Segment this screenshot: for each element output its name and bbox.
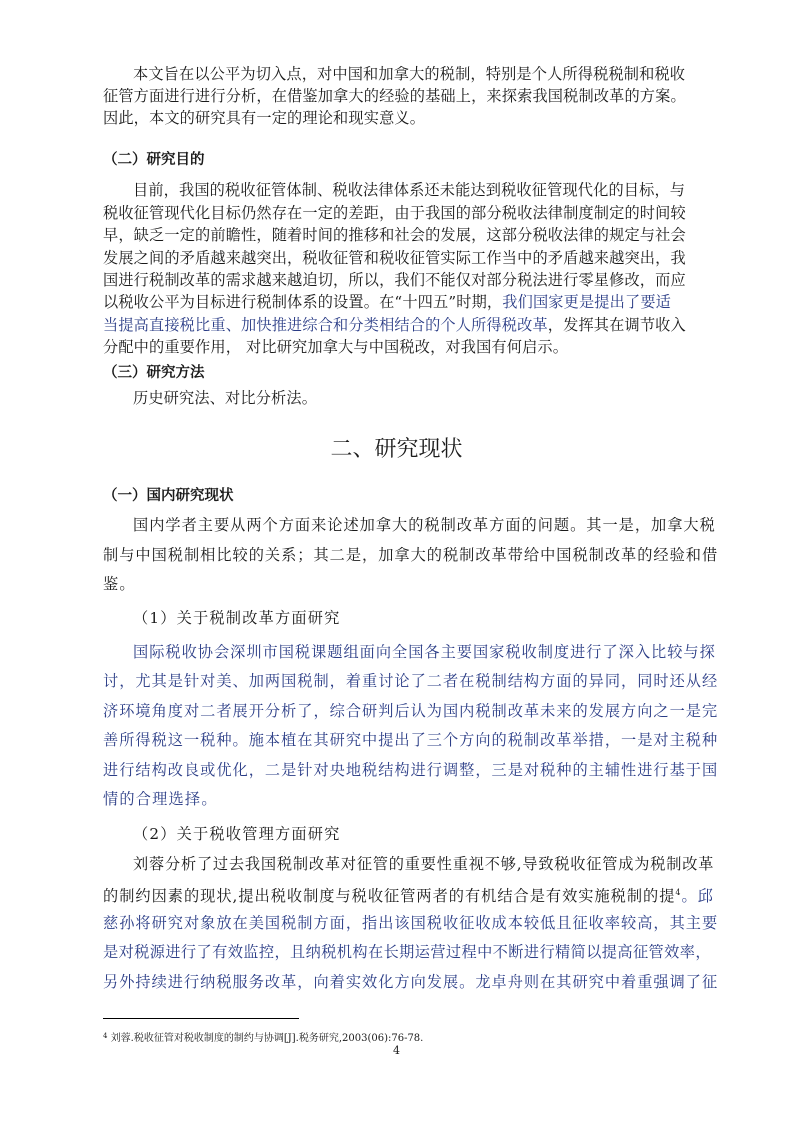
para5-highlight: 。邱 — [681, 887, 714, 905]
subheading-tax-reform: （1）关于税制改革方面研究 — [133, 609, 341, 627]
footnote-separator — [103, 1018, 299, 1019]
para4-line: 善所得税这一税种。施本植在其研究中提出了三个方向的税制改革举措，一是对主税种 — [103, 731, 719, 749]
para2-line: 税收征管现代化目标仍然存在一定的差距，由于我国的部分税收法律制度制定的时间较 — [103, 204, 686, 222]
para4-line: 国际税收协会深圳市国税课题组面向全国各主要国家税收制度进行了深入比较与探 — [133, 643, 716, 661]
para4-line: 情的合理选择。 — [103, 790, 218, 808]
para2-line: 国进行税制改革的需求越来越迫切，所以，我们不能仅对部分税法进行零星修改，而应 — [103, 271, 686, 289]
para1-line: 因此，本文的研究具有一定的理论和现实意义。 — [103, 109, 426, 127]
para4-line: 进行结构改良或优化，二是针对央地税结构进行调整，三是对税种的主辅性进行基于国 — [103, 761, 719, 779]
subheading-tax-admin: （2）关于税收管理方面研究 — [133, 825, 341, 843]
para4-line: 讨，尤其是针对美、加两国税制，着重讨论了二者在税制结构方面的异同，同时还从经 — [103, 672, 719, 690]
footnote-text: 刘蓉.税收征管对税收制度的制约与协调[J].税务研究,2003(06):76-78. — [107, 1033, 424, 1044]
para2-text: ，发挥其在调节收入 — [547, 316, 686, 334]
heading-domestic-research: （一）国内研究现状 — [103, 488, 234, 504]
section-title: 二、研究现状 — [330, 437, 463, 462]
page-number: 4 — [393, 1044, 400, 1057]
para5-line: 刘蓉分析了过去我国税制改革对征管的重要性重视不够,导致税收征管成为税制改革 — [133, 855, 715, 873]
para2-line: 分配中的重要作用， 对比研究加拿大与中国税改，对我国有何启示。 — [103, 338, 569, 356]
para5-text: 的制约因素的现状,提出税收制度与税收征管两者的有机结合是有效实施税制的提 — [103, 887, 676, 905]
para2-highlight: 当提高直接税比重、加快推进综合和分类相结合的个人所得税改革 — [103, 316, 548, 334]
footnote-reference[interactable]: 4 — [675, 888, 682, 897]
para2-line: 发展之间的矛盾越来越突出，税收征管和税收征管实际工作当中的矛盾越来越突出，我 — [103, 249, 686, 267]
heading-research-purpose: （二）研究目的 — [103, 152, 205, 168]
para2-line: 早，缺乏一定的前瞻性，随着时间的推移和社会的发展，这部分税收法律的规定与社会 — [103, 226, 686, 244]
para3-line: 国内学者主要从两个方面来论述加拿大的税制改革方面的问题。其一是，加拿大税 — [133, 516, 716, 534]
para2-line — [103, 315, 717, 335]
para2-highlight: 我们国家更是提出了要适 — [502, 293, 671, 311]
para1-line: 征管方面进行进行分析，在借鉴加拿大的经验的基础上，来探索我国税制改革的方案。 — [103, 87, 686, 105]
para5-line: 慈孙将研究对象放在美国税制方面，指出该国税收征收成本较低且征收率较高，其主要 — [103, 914, 719, 932]
para5-line: 另外持续进行纳税服务改革，向着实效化方向发展。龙卓舟则在其研究中着重强调了征 — [103, 973, 719, 991]
para1-line: 本文旨在以公平为切入点，对中国和加拿大的税制，特别是个人所得税税制和税收 — [133, 65, 686, 83]
heading-research-method: （三）研究方法 — [103, 365, 205, 381]
para2-text: 以税收公平为目标进行税制体系的设置。在“十四五”时期， — [103, 293, 503, 311]
footnote-mark: 4 — [103, 1032, 108, 1040]
para3-line: 鉴。 — [103, 575, 136, 593]
para2-line: 目前，我国的税收征管体制、税收法律体系还未能达到税收征管现代化的目标，与 — [133, 181, 686, 199]
para4-line: 济环境角度对二者展开分析了，综合研判后认为国内税制改革未来的发展方向之一是完 — [103, 702, 719, 720]
para2-line — [103, 292, 717, 312]
method-text: 历史研究法、对比分析法。 — [133, 389, 318, 407]
para3-line: 制与中国税制相比较的关系；其二是，加拿大的税制改革带给中国税制改革的经验和借 — [103, 546, 719, 564]
para5-line — [103, 883, 717, 906]
para5-line: 是对税源进行了有效监控，且纳税机构在长期运营过程中不断进行精简以提高征管效率， — [103, 943, 711, 961]
